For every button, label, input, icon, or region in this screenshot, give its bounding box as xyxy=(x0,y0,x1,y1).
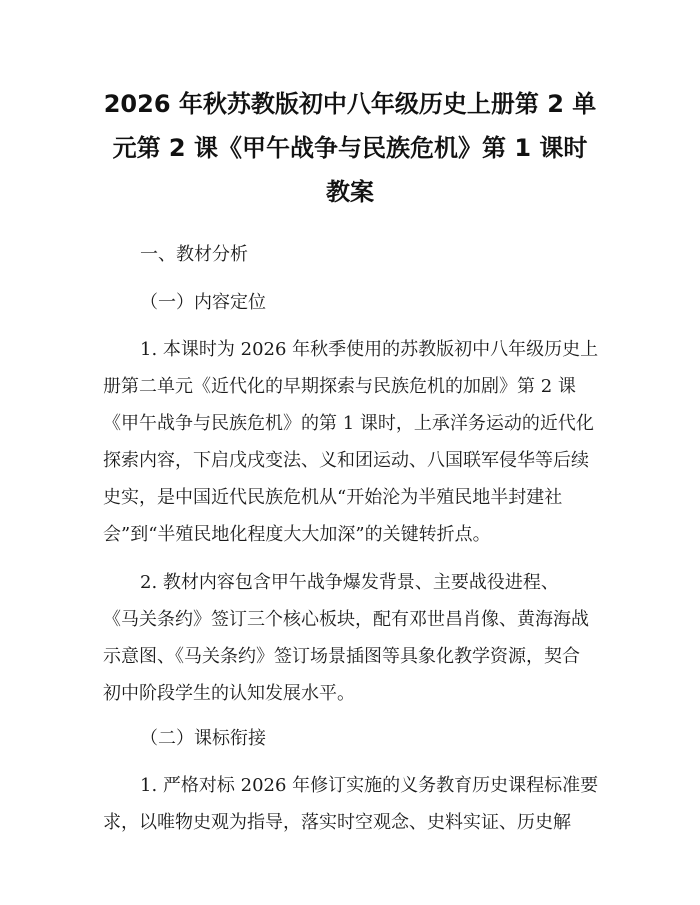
paragraph-line: 《马关条约》签订三个核心板块，配有邓世昌肖像、黄海海战 xyxy=(103,609,589,630)
subheading-content-positioning: （一）内容定位 xyxy=(140,292,266,313)
document-title xyxy=(90,82,610,214)
paragraph-line: 1. 本课时为 2026 年秋季使用的苏教版初中八年级历史上 xyxy=(140,339,599,360)
paragraph-line: 探索内容，下启戊戌变法、义和团运动、八国联军侵华等后续 xyxy=(103,450,589,471)
paragraph-line: 史实，是中国近代民族危机从“开始沦为半殖民地半封建社 xyxy=(103,487,563,508)
title-line: 元第 2 课《甲午战争与民族危机》第 1 课时 xyxy=(112,134,588,162)
subheading-curriculum-standards: （二）课标衔接 xyxy=(140,728,266,749)
paragraph-line: 《甲午战争与民族危机》的第 1 课时，上承洋务运动的近代化 xyxy=(103,413,594,434)
paragraph-line: 册第二单元《近代化的早期探索与民族危机的加剧》第 2 课 xyxy=(103,376,576,397)
title-line: 教案 xyxy=(326,178,374,206)
paragraph-line: 求，以唯物史观为指导，落实时空观念、史料实证、历史解 xyxy=(103,812,571,833)
title-line: 2026 年秋苏教版初中八年级历史上册第 2 单 xyxy=(103,90,597,118)
paragraph-line: 示意图、《马关条约》签订场景插图等具象化教学资源，契合 xyxy=(103,646,580,667)
paragraph-line: 会”到“半殖民地化程度大大加深”的关键转折点。 xyxy=(103,524,491,545)
paragraph-line: 1. 严格对标 2026 年修订实施的义务教育历史课程标准要 xyxy=(140,775,599,796)
paragraph-line: 2. 教材内容包含甲午战争爆发背景、主要战役进程、 xyxy=(140,572,559,593)
paragraph-line: 初中阶段学生的认知发展水平。 xyxy=(103,683,355,704)
section-heading-textbook-analysis: 一、教材分析 xyxy=(140,244,248,265)
